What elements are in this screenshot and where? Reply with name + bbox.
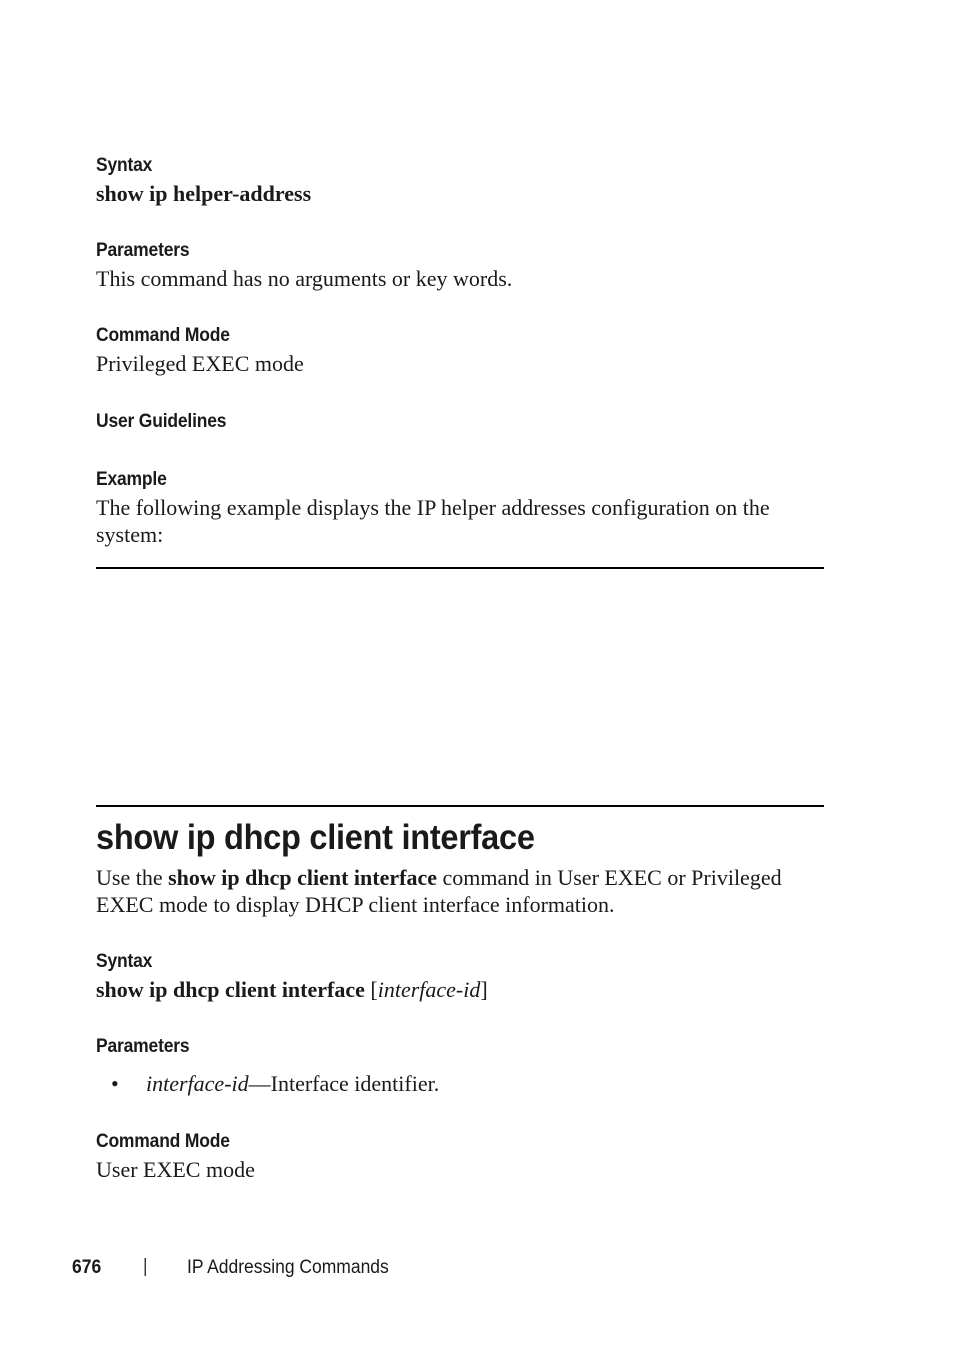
page-number: 676 (72, 1257, 102, 1278)
command-mode-heading-2: Command Mode (96, 1131, 230, 1152)
parameters-text: This command has no arguments or key words. (96, 266, 513, 291)
command-mode-text: Privileged EXEC mode (96, 351, 304, 376)
intro-line1 (96, 864, 782, 891)
syntax-text-2 (96, 976, 488, 1003)
command-mode-text-2: User EXEC mode (96, 1157, 255, 1182)
syntax-heading: Syntax (96, 155, 153, 176)
intro-line2: EXEC mode to display DHCP client interface information. (96, 892, 615, 917)
syntax-command-2: show ip dhcp client interface (96, 977, 365, 1002)
intro-command: show ip dhcp client interface (168, 865, 437, 890)
syntax-heading-2: Syntax (96, 951, 153, 972)
syntax-param: interface-id (377, 977, 481, 1002)
example-heading: Example (96, 469, 167, 490)
syntax-text (96, 180, 311, 207)
parameter-name: interface-id (146, 1071, 249, 1096)
footer-separator: | (143, 1256, 148, 1277)
parameters-heading-2: Parameters (96, 1036, 190, 1057)
parameter-item (146, 1070, 439, 1097)
example-text-line1: The following example displays the IP helper addresses configuration on the (96, 495, 770, 520)
example-divider (96, 567, 824, 569)
example-text-line2: system: (96, 522, 164, 547)
section-divider (96, 805, 824, 807)
intro-suffix: command in User EXEC or Privileged (436, 865, 782, 890)
user-guidelines-heading: User Guidelines (96, 411, 227, 432)
footer-chapter: IP Addressing Commands (187, 1257, 389, 1278)
intro-prefix: Use the (96, 865, 169, 890)
bullet-marker: • (111, 1071, 119, 1096)
syntax-command: show ip helper-address (96, 181, 312, 206)
parameters-heading: Parameters (96, 240, 190, 261)
command-mode-heading: Command Mode (96, 325, 230, 346)
syntax-close-bracket: ] (480, 977, 488, 1002)
parameter-description: —Interface identifier. (248, 1071, 440, 1096)
page-title: show ip dhcp client interface (96, 818, 535, 857)
syntax-open-bracket: [ (364, 977, 378, 1002)
